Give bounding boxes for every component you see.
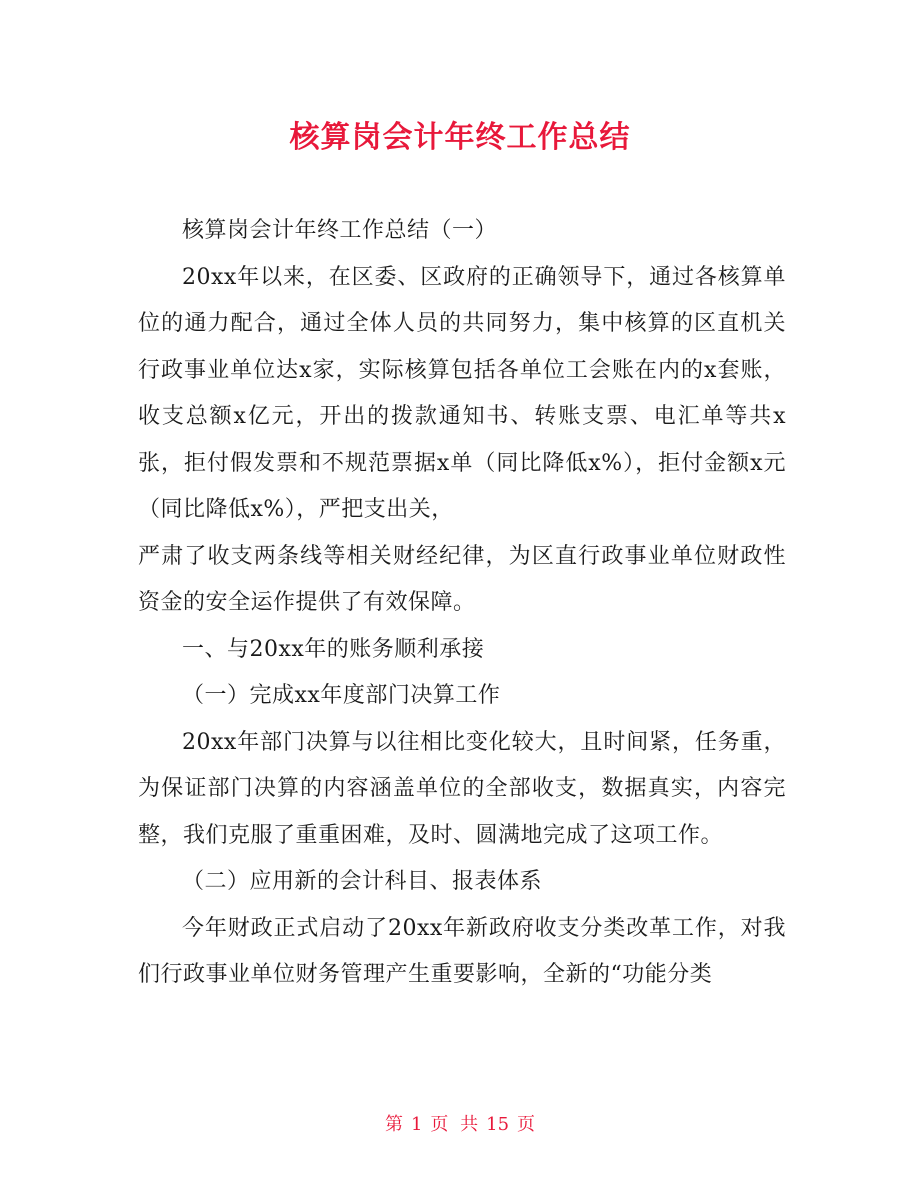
section-heading: 核算岗会计年终工作总结（一）	[182, 218, 498, 243]
current-page-number: 1	[410, 1114, 423, 1135]
footer-suffix: 页	[517, 1114, 536, 1135]
footer-middle: 页 共	[430, 1114, 479, 1135]
page-footer	[0, 1111, 920, 1139]
body-paragraph: 20xx年部门决算与以往相比变化较大，且时间紧，任务重，为保证部门决算的内容涵盖单位的全部收支，数据真实，内容完整，我们克服了重重困难，及时、圆满地完成了这项工作。	[138, 729, 786, 848]
footer-prefix: 第	[384, 1114, 403, 1135]
subsection-heading: （二）应用新的会计科目、报表体系	[182, 869, 543, 894]
document-body	[138, 208, 786, 999]
document-title: 核算岗会计年终工作总结	[289, 120, 631, 155]
body-paragraph: 今年财政正式启动了20xx年新政府收支分类改革工作，对我们行政事业单位财务管理产生重要影响，全新的“功能分类	[138, 915, 786, 987]
section-heading: 一、与20xx年的账务顺利承接	[182, 636, 485, 662]
subsection-heading: （一）完成xx年度部门决算工作	[182, 683, 501, 708]
body-paragraph: 20xx年以来，在区委、区政府的正确领导下，通过各核算单位的通力配合，通过全体人员的共同努力，集中核算的区直机关行政事业单位达x家，实际核算包括各单位工会账在内的x套账，收支总额x亿元，开出的拨款通知书、转账支票、电汇单等共x张，拒付假发票和不规范票据x单（同比降低x%），拒付金额x元（同比降低x%），严把支出关，	[138, 264, 786, 522]
total-page-count: 15	[486, 1114, 510, 1135]
body-paragraph: 严肃了收支两条线等相关财经纪律，为区直行政事业单位财政性资金的安全运作提供了有效保障。	[138, 543, 786, 615]
